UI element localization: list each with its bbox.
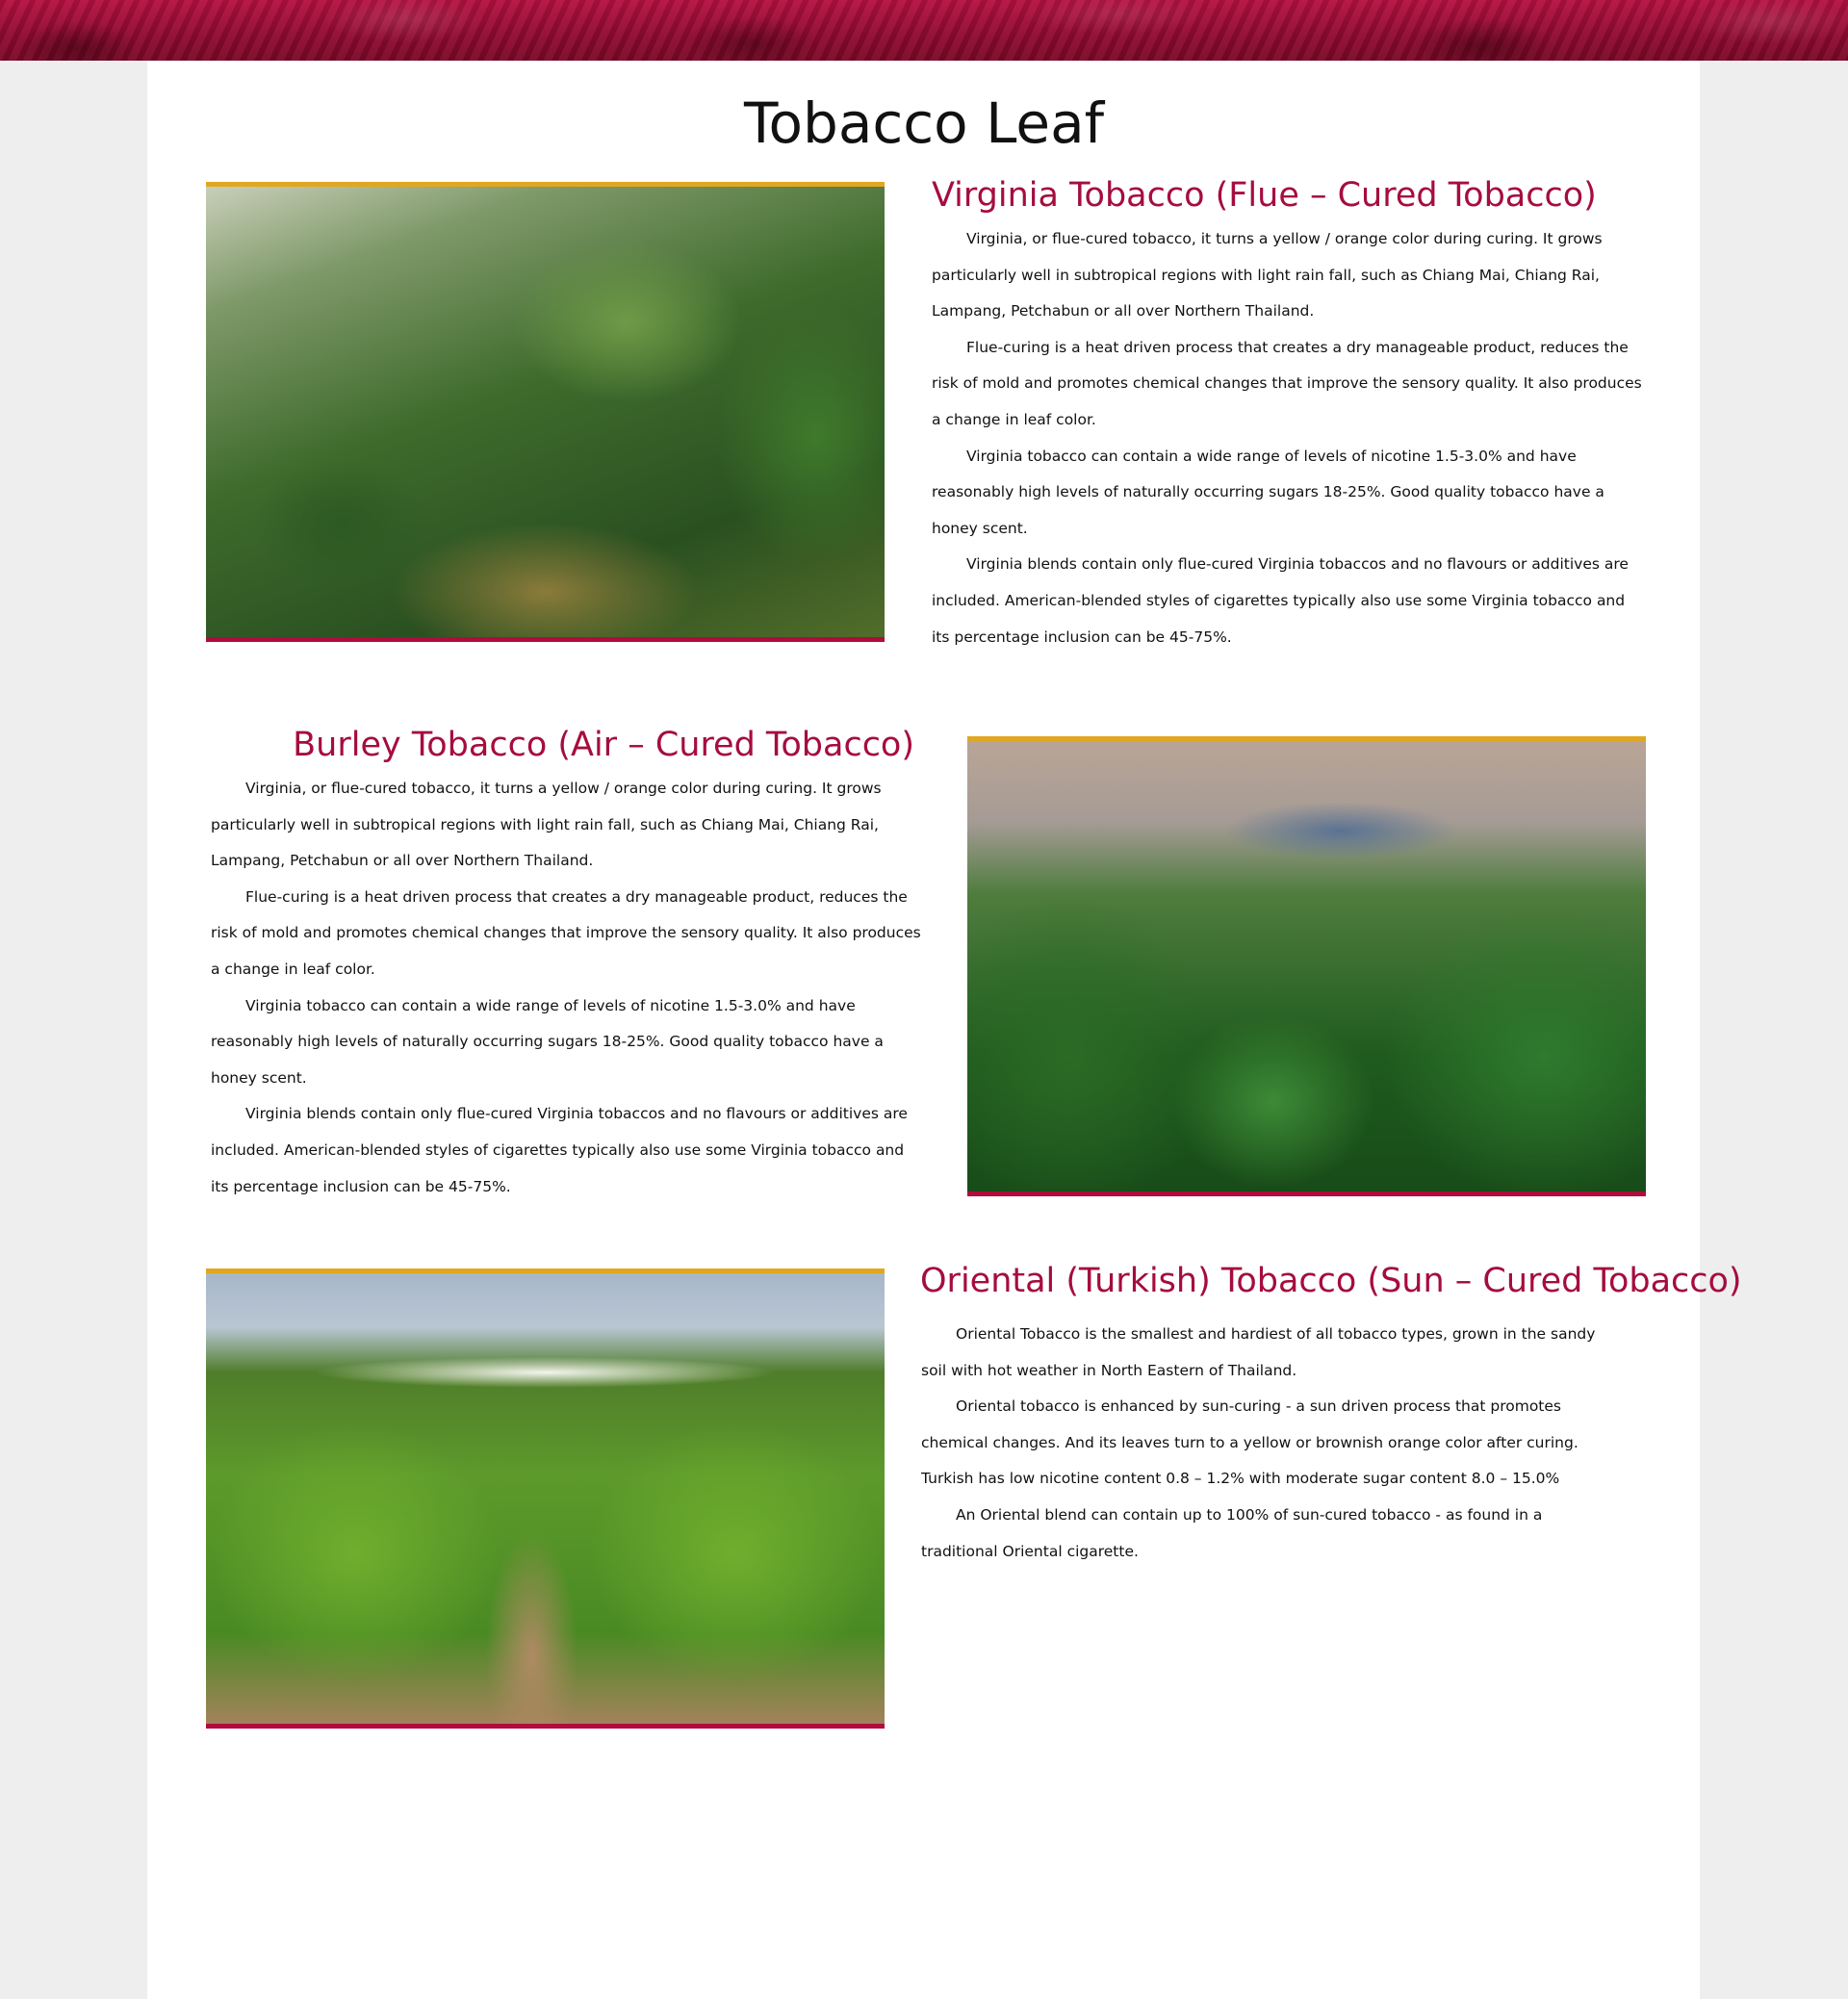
- virginia-paragraph: Virginia, or flue-cured tobacco, it turns a yellow / orange color during curing. It grows particularly well in subtropical regions with light rain fall, such as Chiang Mai, Chiang Rai, Lampang, Petchabun or all over Northern Thailand.: [932, 230, 1603, 320]
- top-decorative-banner: [0, 0, 1848, 61]
- virginia-photo-alt: [206, 187, 207, 188]
- virginia-paragraph: Virginia blends contain only flue-cured Virginia tobaccos and no flavours or additives are included. American-blended styles of cigarettes typically also use some Virginia tobacco and its percentage inclusion can be 45-75%.: [932, 555, 1629, 646]
- virginia-paragraph: Virginia tobacco can contain a wide range of levels of nicotine 1.5-3.0% and have reasonably high levels of naturally occurring sugars 18-25%. Good quality tobacco have a honey scent.: [932, 447, 1604, 537]
- oriental-photo-frame: [206, 1269, 885, 1729]
- virginia-tobacco-photo: [206, 187, 885, 637]
- oriental-photo-alt: [206, 1273, 207, 1274]
- virginia-body: [932, 221, 1644, 655]
- page-title: Tobacco Leaf: [743, 90, 1105, 156]
- virginia-photo-frame: [206, 182, 885, 642]
- oriental-body: [921, 1317, 1614, 1570]
- burley-tobacco-photo: [967, 741, 1646, 1192]
- oriental-paragraph: Oriental tobacco is enhanced by sun-curing - a sun driven process that promotes chemical changes. And its leaves turn to a yellow or brownish orange color after curing. Turkish has low nicotine content 0.8 – 1.2% with moderate sugar content 8.0 – 15.0%: [921, 1397, 1578, 1488]
- oriental-paragraph: An Oriental blend can contain up to 100% of sun-cured tobacco - as found in a traditional Oriental cigarette.: [921, 1505, 1543, 1560]
- burley-body: [211, 771, 923, 1205]
- oriental-heading: Oriental (Turkish) Tobacco (Sun – Cured Tobacco): [920, 1262, 1742, 1300]
- burley-heading: Burley Tobacco (Air – Cured Tobacco): [293, 726, 914, 764]
- oriental-paragraph: Oriental Tobacco is the smallest and hardiest of all tobacco types, grown in the sandy soil with hot weather in North Eastern of Thailand.: [921, 1325, 1596, 1379]
- burley-photo-alt: [967, 741, 968, 742]
- burley-paragraph: Virginia, or flue-cured tobacco, it turns a yellow / orange color during curing. It grows particularly well in subtropical regions with light rain fall, such as Chiang Mai, Chiang Rai, Lampang, Petchabun or all over Northern Thailand.: [211, 780, 882, 870]
- virginia-heading: Virginia Tobacco (Flue – Cured Tobacco): [932, 176, 1597, 215]
- burley-photo-frame: [967, 736, 1646, 1196]
- virginia-paragraph: Flue-curing is a heat driven process that creates a dry manageable product, reduces the risk of mold and promotes chemical changes that improve the sensory quality. It also produces a change in leaf color.: [932, 338, 1642, 428]
- oriental-tobacco-photo: [206, 1273, 885, 1724]
- burley-paragraph: Flue-curing is a heat driven process that creates a dry manageable product, reduces the risk of mold and promotes chemical changes that improve the sensory quality. It also produces a change in leaf color.: [211, 887, 921, 978]
- burley-paragraph: Virginia tobacco can contain a wide range of levels of nicotine 1.5-3.0% and have reasonably high levels of naturally occurring sugars 18-25%. Good quality tobacco have a honey scent.: [211, 996, 884, 1087]
- burley-paragraph: Virginia blends contain only flue-cured Virginia tobaccos and no flavours or additives are included. American-blended styles of cigarettes typically also use some Virginia tobacco and its percentage inclusion can be 45-75%.: [211, 1105, 908, 1195]
